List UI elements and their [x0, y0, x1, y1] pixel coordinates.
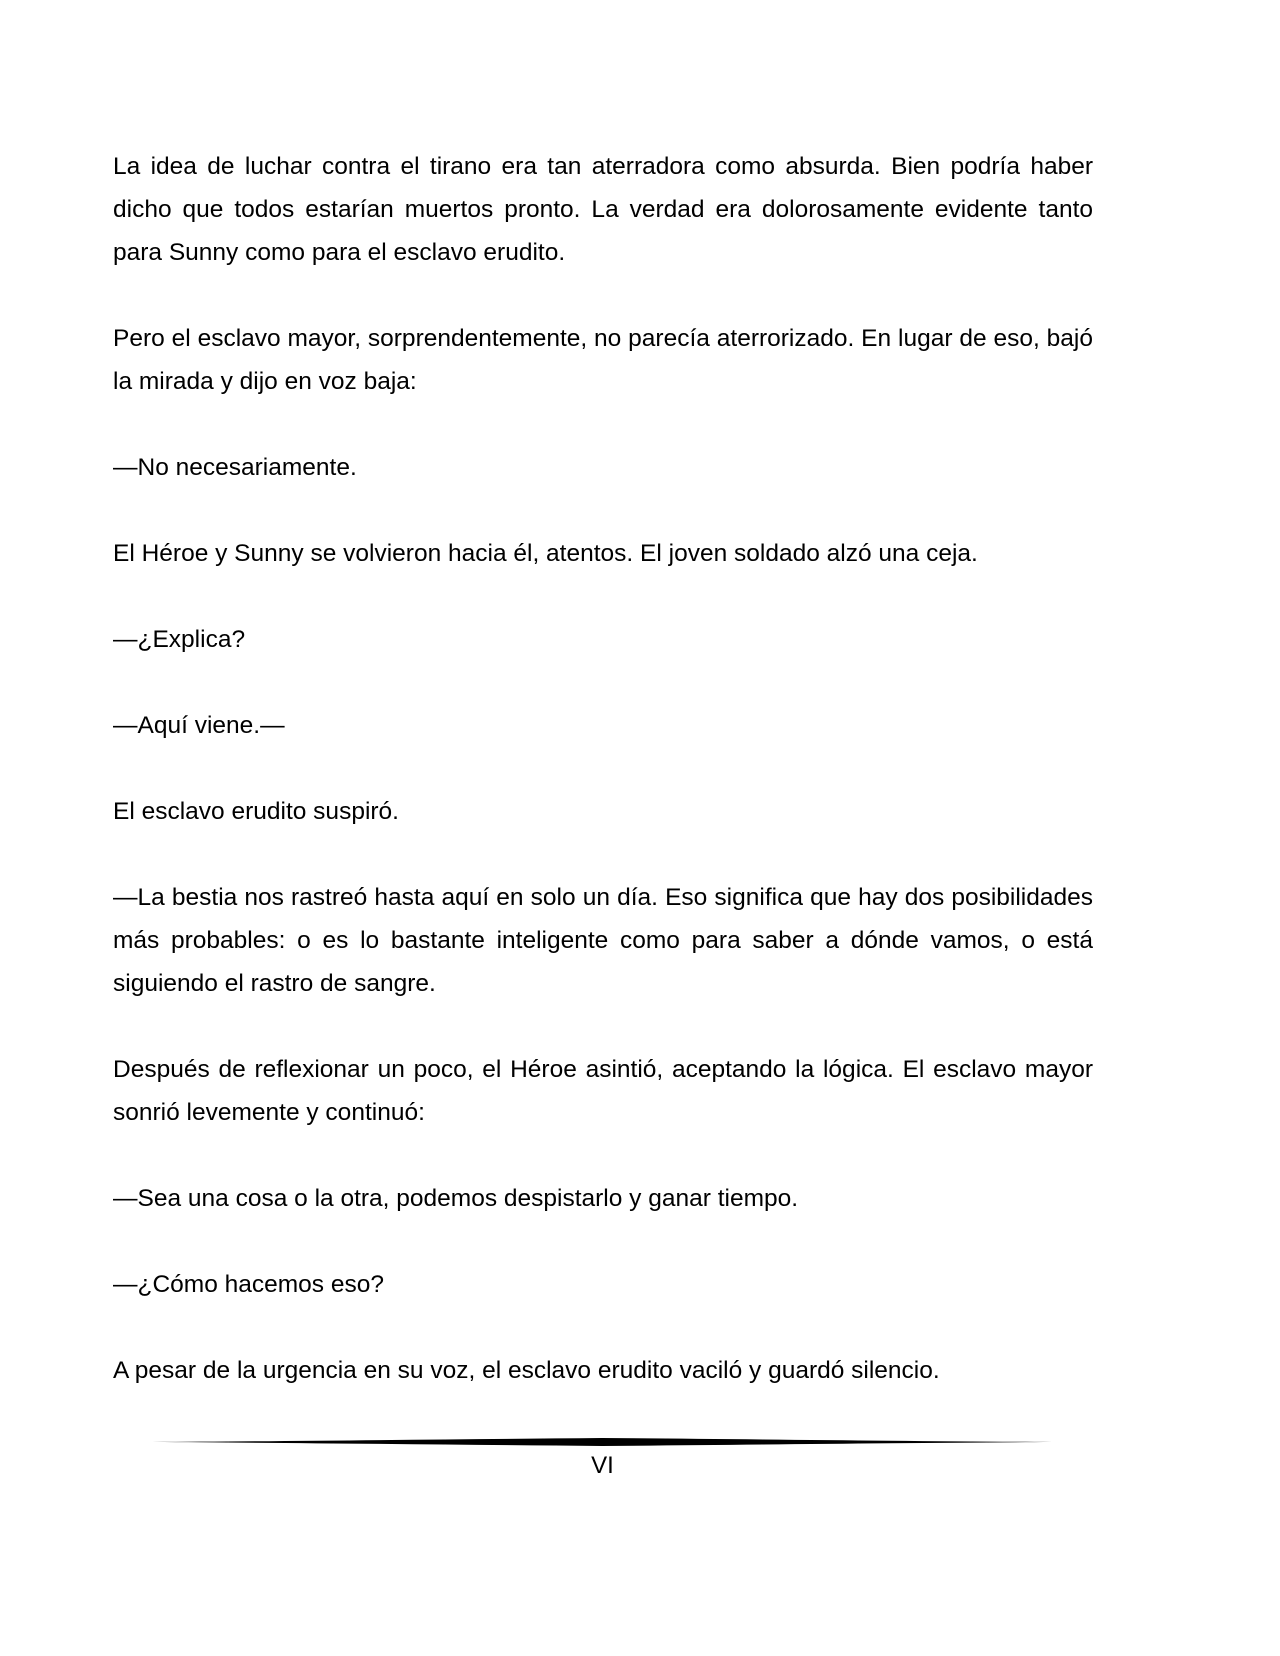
- paragraph-1: La idea de luchar contra el tirano era tan aterradora como absurda. Bien podría haber dicho que todos estarían muertos pronto. La verdad era dolorosamente evidente tanto para Sunny como para el esclavo erudito.: [113, 153, 1093, 266]
- paragraph-11: —¿Cómo hacemos eso?: [113, 1271, 384, 1298]
- paragraph-7: El esclavo erudito suspiró.: [113, 798, 399, 825]
- paragraph-2: Pero el esclavo mayor, sorprendentemente, no parecía aterrorizado. En lugar de eso, bajó la mirada y dijo en voz baja:: [113, 325, 1093, 395]
- paragraph-10: —Sea una cosa o la otra, podemos despistarlo y ganar tiempo.: [113, 1185, 799, 1212]
- paragraph-8: —La bestia nos rastreó hasta aquí en solo un día. Eso significa que hay dos posibilidades más probables: o es lo bastante inteligente como para saber a dónde vamos, o está siguiendo el rastro de sangre.: [113, 884, 1093, 997]
- paragraph-4: El Héroe y Sunny se volvieron hacia él, atentos. El joven soldado alzó una ceja.: [113, 540, 978, 567]
- page-body: [113, 145, 1093, 1435]
- paragraph-5: —¿Explica?: [113, 626, 246, 653]
- paragraph-6: —Aquí viene.—: [113, 712, 285, 739]
- paragraph-9: Después de reflexionar un poco, el Héroe asintió, aceptando la lógica. El esclavo mayor sonrió levemente y continuó:: [113, 1056, 1093, 1126]
- footer-divider: [152, 1434, 1052, 1450]
- paragraph-12: A pesar de la urgencia en su voz, el esclavo erudito vaciló y guardó silencio.: [113, 1357, 940, 1384]
- page-number: VI: [591, 1452, 614, 1479]
- paragraph-3: —No necesariamente.: [113, 454, 357, 481]
